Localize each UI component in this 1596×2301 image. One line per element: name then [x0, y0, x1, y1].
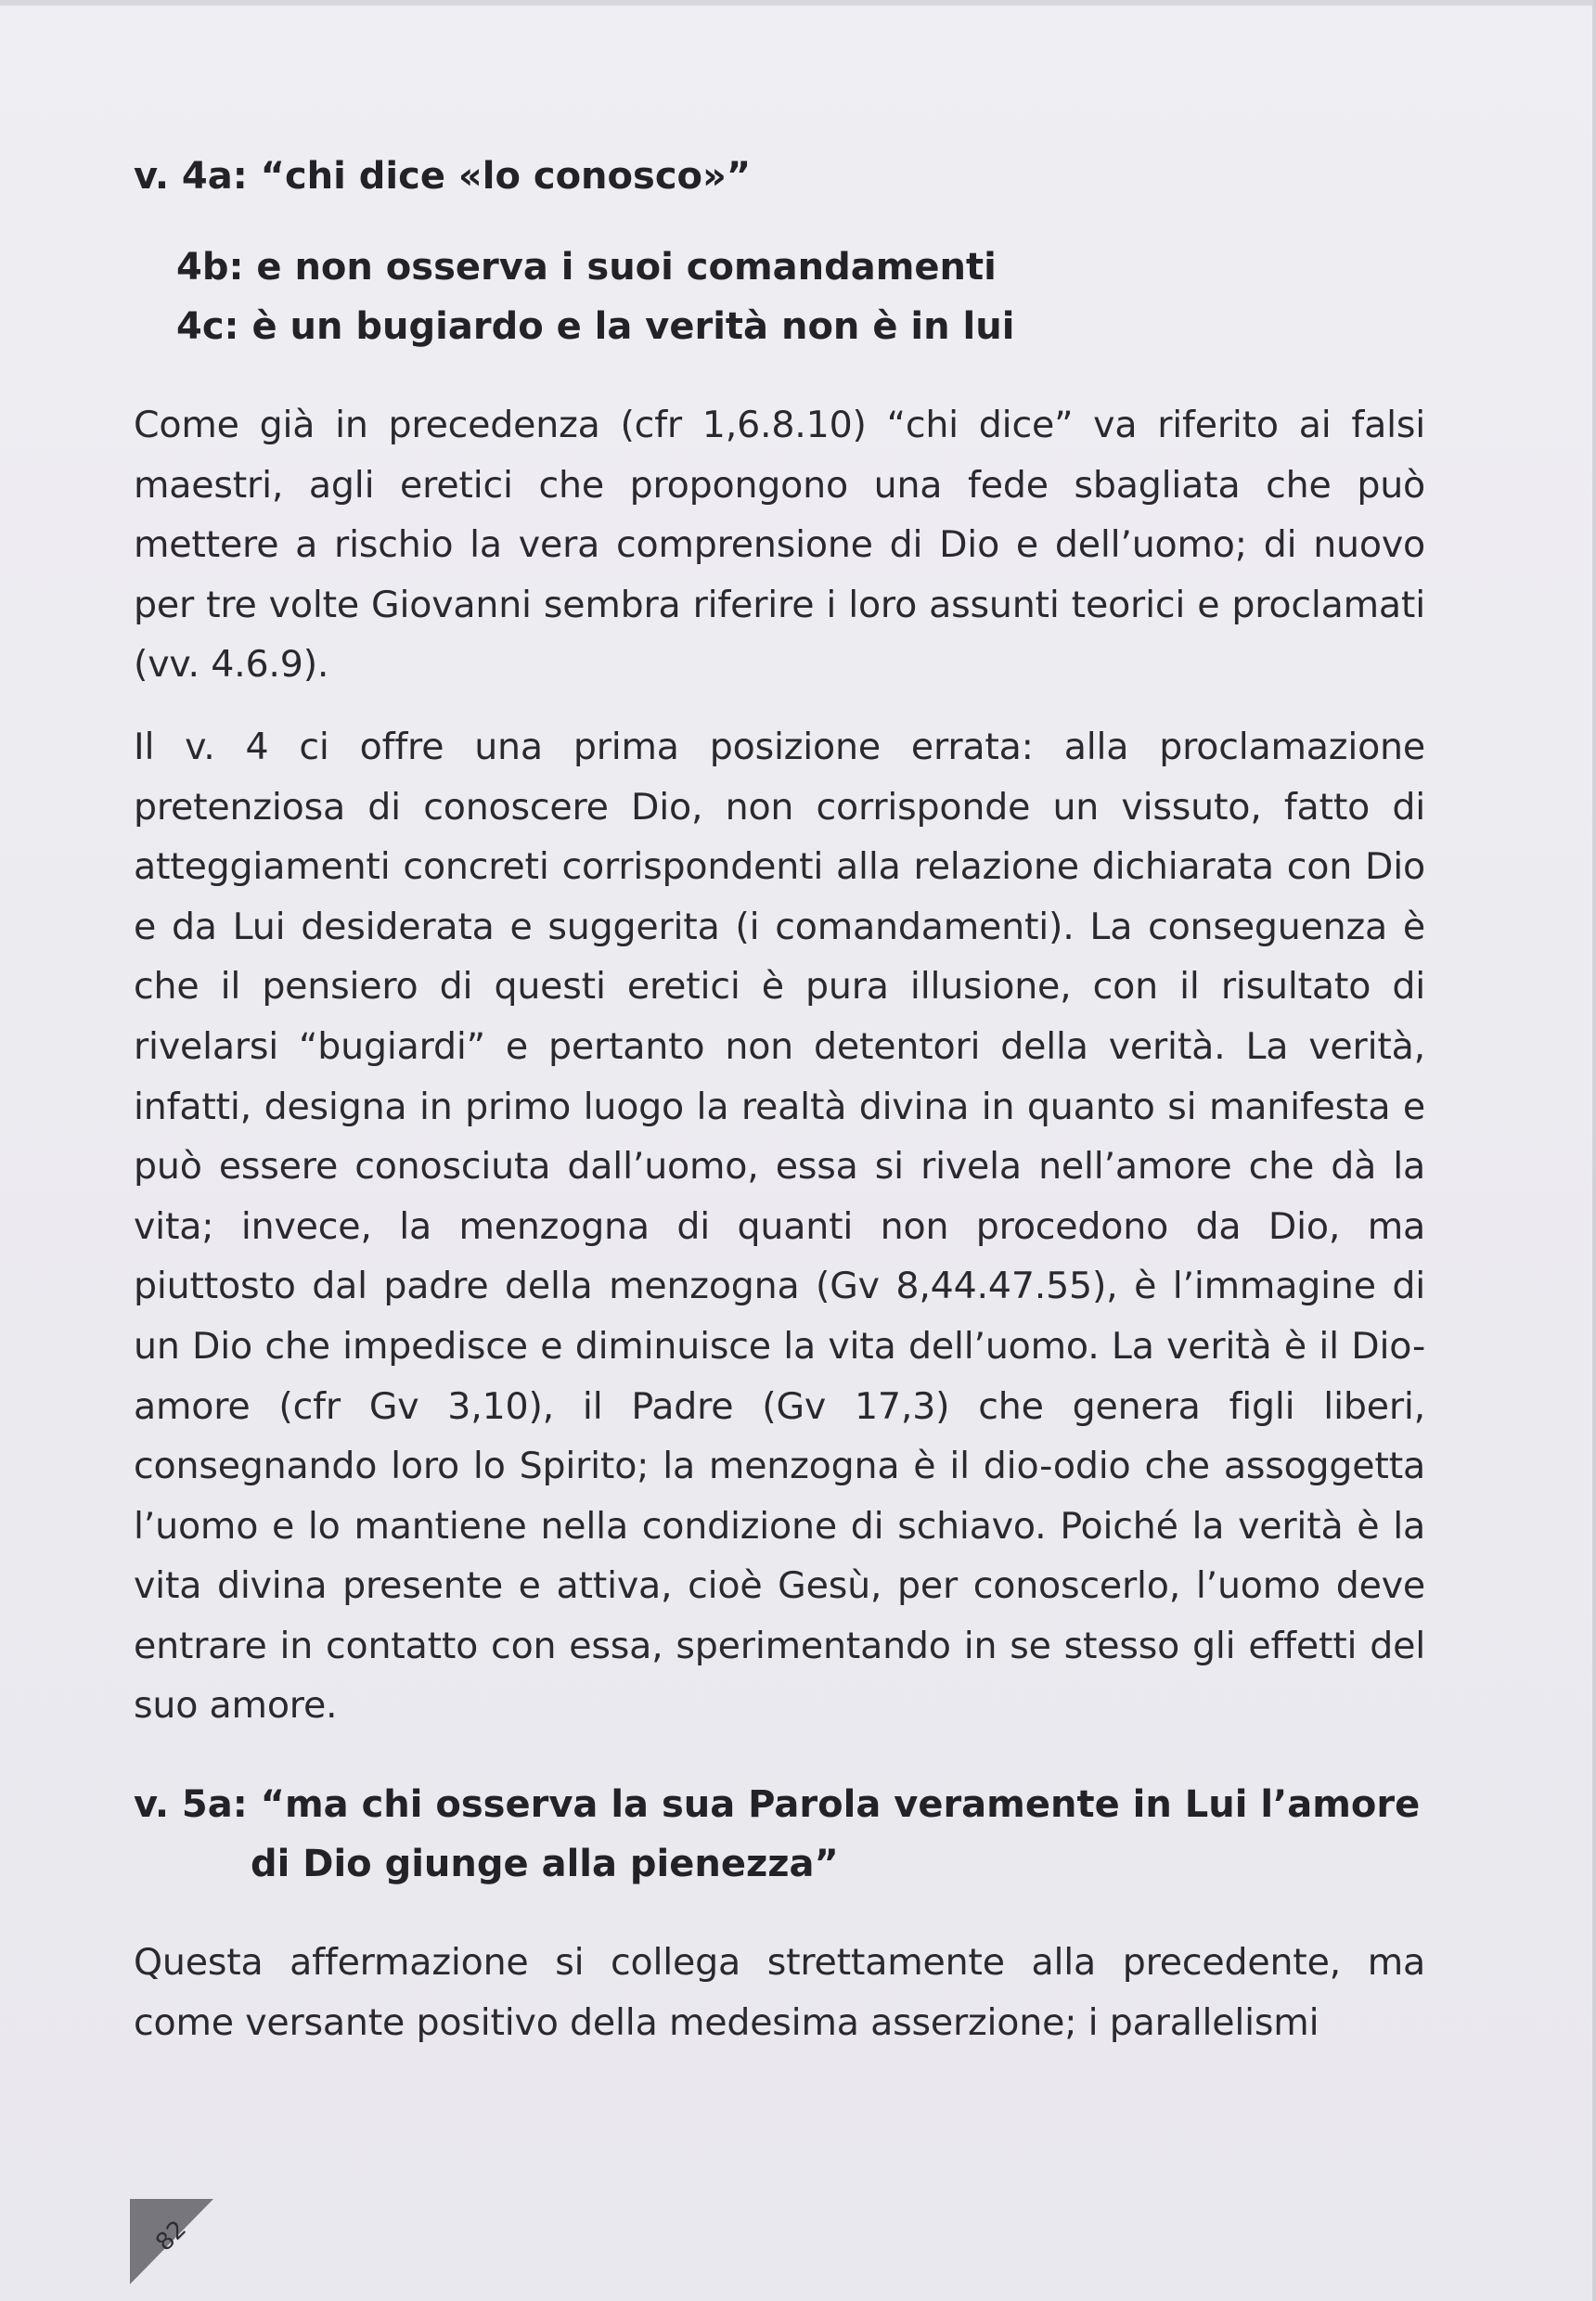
heading-v5a: v. 5a: “ma chi osserva la sua Parola veramente in Lui l’amore di Dio giunge alla pienezza”: [134, 1783, 1421, 1886]
paragraph-2: Il v. 4 ci offre una prima posizione errata: alla proclamazione pretenziosa di conoscere Dio, non corrisponde un vissuto, fatto di atteggiamenti concreti corrispondenti alla relazione dichiarata con Dio e da Lui desiderata e suggerita (i comandamenti). La conseguenza è che il pensiero di questi eretici è pura illusione, con il risultato di rivelarsi “bugiardi” e pertanto non detentori della verità. La verità, infatti, designa in primo luogo la realtà divina in quanto si manifesta e può essere conosciuta dall’uomo, essa si rivela nell’amore che dà la vita; invece, la menzogna di quanti non procedono da Dio, ma piuttosto dal padre della menzogna (Gv 8,44.47.55), è l’immagine di un Dio che impedisce e diminuisce la vita dell’uomo. La verità è il Dio-amore (cfr Gv 3,10), il Padre (Gv 17,3) che genera figli liberi, consegnando loro lo Spirito; la menzogna è il dio-odio che assoggetta l’uomo e lo mantiene nella condizione di schiavo. Poiché la verità è la vita divina presente e attiva, cioè Gesù, per conoscerlo, l’uomo deve entrare in contatto con essa, sperimentando in se stesso gli effetti del suo amore.: [134, 725, 1425, 1728]
page-top-edge: [0, 0, 1596, 6]
heading-v4c: 4c: è un bugiardo e la verità non è in lui: [176, 305, 1015, 348]
heading-v4a: v. 4a: “chi dice «lo conosco»”: [134, 155, 752, 198]
page-content: [134, 147, 1425, 2052]
page-number: 82: [150, 2215, 192, 2257]
page-right-edge: [1592, 0, 1596, 2301]
heading-v4b: 4b: e non osserva i suoi comandamenti: [176, 246, 997, 289]
paragraph-3: Questa affermazione si collega strettamente alla precedente, ma come versante positivo della medesima asserzione; i parallelismi: [134, 1941, 1425, 2044]
paragraph-1: Come già in precedenza (cfr 1,6.8.10) “chi dice” va riferito ai falsi maestri, agli eretici che propongono una fede sbagliata che può mettere a rischio la vera comprensione di Dio e dell’uomo; di nuovo per tre volte Giovanni sembra riferire i loro assunti teorici e proclamati (vv. 4.6.9).: [134, 404, 1425, 687]
